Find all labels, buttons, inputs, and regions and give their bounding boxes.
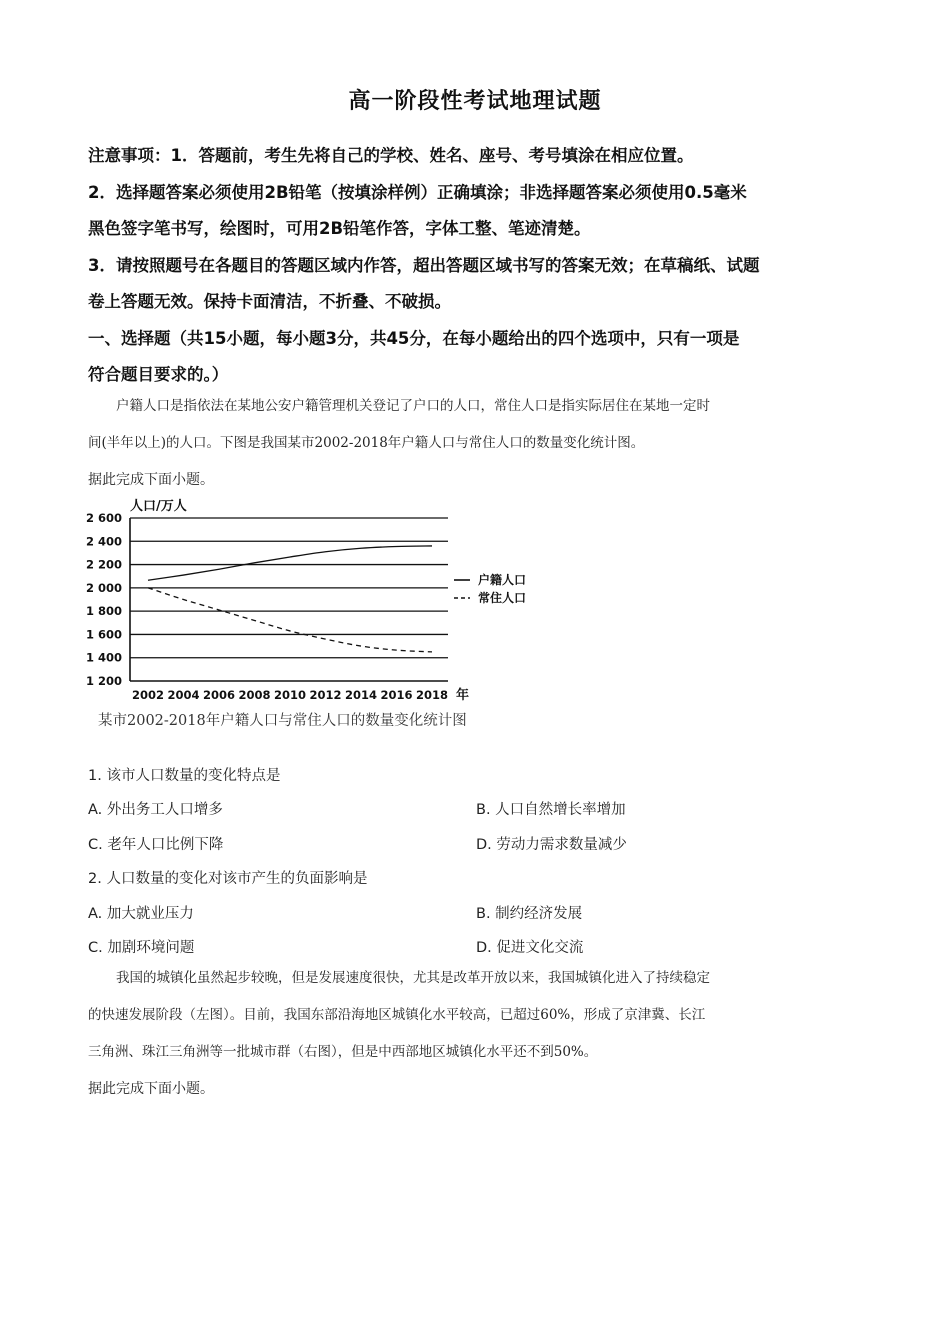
y-tick-label: 2 600 xyxy=(86,511,122,525)
y-tick-label: 1 400 xyxy=(86,650,122,665)
passage-line: 三角洲、珠江三角洲等一批城市群（右图），但是中西部地区城镇化水平还不到50%。 xyxy=(88,1044,598,1060)
y-tick-label: 1 200 xyxy=(86,674,122,688)
x-axis-label: 年 xyxy=(456,688,470,703)
page-title: 高一阶段性考试地理试题 xyxy=(348,89,602,114)
option-row xyxy=(88,930,868,965)
x-tick-label: 2004 xyxy=(167,688,200,702)
section-heading: 一、选择题（共15小题，每小题3分，共45分，在每小题给出的四个选项中，只有一项是 xyxy=(88,328,740,348)
passage-line: 的快速发展阶段（左图）。目前，我国东部沿海地区城镇化水平较高，已超过60%，形成了京津冀、长江 xyxy=(88,1007,706,1023)
reading-passage-2 xyxy=(88,960,868,1108)
legend-label: 常住人口 xyxy=(478,591,527,605)
instruction-line: 卷上答题无效。保持卡面清洁，不折叠、不破损。 xyxy=(88,292,451,311)
x-tick-label: 2008 xyxy=(238,688,271,702)
x-tick-label: 2012 xyxy=(309,688,342,702)
passage-prompt: 据此完成下面小题。 xyxy=(88,1081,214,1097)
x-tick-label: 2018 xyxy=(415,688,449,702)
x-tick-label: 2016 xyxy=(380,688,413,702)
y-axis-label: 人口/万人 xyxy=(130,499,187,514)
y-tick-label: 2 400 xyxy=(86,534,122,549)
y-tick-label: 1 600 xyxy=(86,627,122,642)
question-2-option-a[interactable]: A. 加大就业压力 xyxy=(88,905,194,922)
y-tick-label: 2 200 xyxy=(86,557,122,572)
question-list xyxy=(88,757,868,964)
chart-caption: 某市2002-2018年户籍人口与常住人口的数量变化统计图 xyxy=(98,713,467,729)
passage-prompt: 据此完成下面小题。 xyxy=(88,472,214,488)
question-1-option-b[interactable]: B. 人口自然增长率增加 xyxy=(476,802,626,819)
passage-line: 间(半年以上)的人口。下图是我国某市2002-2018年户籍人口与常住人口的数量变化统计图。 xyxy=(88,435,645,451)
question-stem xyxy=(88,861,868,896)
question-1-option-c[interactable]: C. 老年人口比例下降 xyxy=(88,836,224,853)
instruction-line: 黑色签字笔书写，绘图时，可用2B铅笔作答，字体工整、笔迹清楚。 xyxy=(88,219,591,238)
instruction-line: 注意事项：1．答题前，考生先将自己的学校、姓名、座号、考号填涂在相应位置。 xyxy=(88,146,694,165)
instruction-line: 2．选择题答案必须使用2B铅笔（按填涂样例）正确填涂；非选择题答案必须使用0.5毫米 xyxy=(88,182,747,202)
passage-line: 我国的城镇化虽然起步较晚，但是发展速度很快，尤其是改革开放以来，我国城镇化进入了持续稳定 xyxy=(116,970,710,986)
section-heading: 符合题目要求的。） xyxy=(88,365,229,384)
y-tick-label: 2 000 xyxy=(86,580,122,595)
series-line-registered xyxy=(148,546,432,580)
question-2-stem: 2. 人口数量的变化对该市产生的负面影响是 xyxy=(88,871,368,888)
question-1-stem: 1. 该市人口数量的变化特点是 xyxy=(88,767,281,784)
series-line-resident xyxy=(148,588,432,652)
x-tick-label: 2002 xyxy=(131,688,165,702)
option-row xyxy=(88,826,868,861)
reading-passage-1 xyxy=(88,388,868,499)
y-tick-label: 1 800 xyxy=(86,604,122,619)
option-row xyxy=(88,895,868,930)
passage-line: 户籍人口是指依法在某地公安户籍管理机关登记了户口的人口，常住人口是指实际居住在某地一定时 xyxy=(116,398,710,414)
question-2-option-d[interactable]: D. 促进文化交流 xyxy=(476,940,584,957)
exam-instructions xyxy=(88,138,868,394)
option-row xyxy=(88,792,868,827)
x-tick-label: 2014 xyxy=(344,688,378,702)
instruction-line: 3．请按照题号在各题目的答题区域内作答，超出答题区域书写的答案无效；在草稿纸、试题 xyxy=(88,255,760,275)
question-1-option-d[interactable]: D. 劳动力需求数量减少 xyxy=(476,836,627,853)
x-tick-label: 2006 xyxy=(202,688,236,702)
x-tick-label: 2010 xyxy=(273,688,307,702)
question-2-option-b[interactable]: B. 制约经济发展 xyxy=(476,905,583,922)
population-line-chart xyxy=(86,494,556,706)
question-stem xyxy=(88,757,868,792)
question-1-option-a[interactable]: A. 外出务工人口增多 xyxy=(88,802,223,819)
question-2-option-c[interactable]: C. 加剧环境问题 xyxy=(88,940,195,957)
legend-label: 户籍人口 xyxy=(478,573,527,587)
